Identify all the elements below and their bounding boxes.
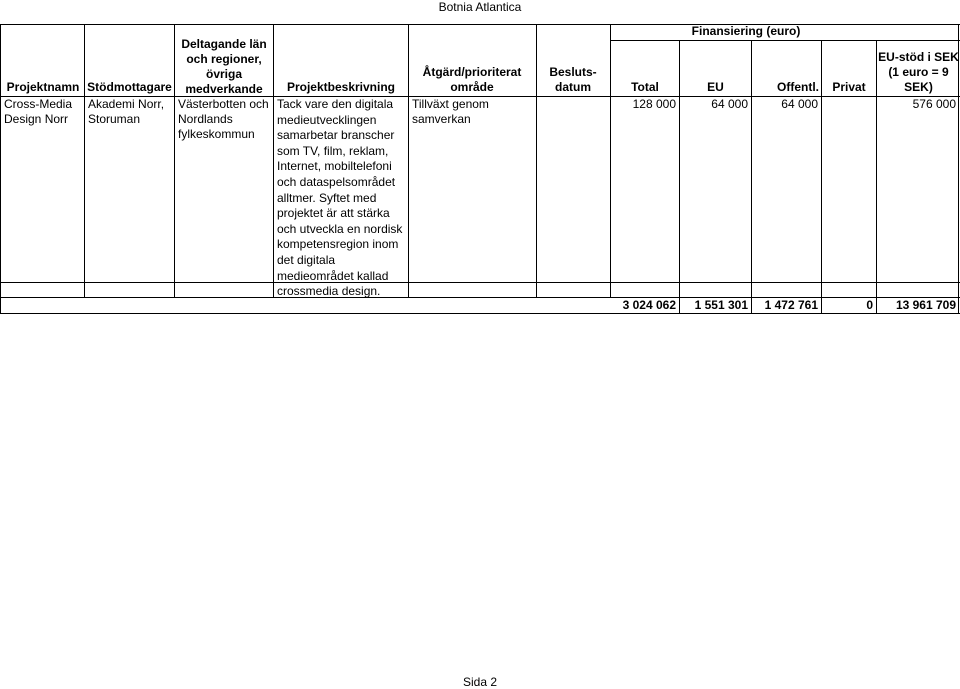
cell-projektnamn: Cross-Media Design Norr bbox=[4, 97, 73, 126]
col-header-deltagande: Deltagande län och regioner, övriga medverkande bbox=[181, 37, 267, 96]
col-border bbox=[610, 24, 611, 298]
page-number: Sida 2 bbox=[462, 675, 498, 689]
totals-bottom-border bbox=[0, 313, 960, 314]
cell-deltagande: Västerbotten och Nordlands fylkeskommun bbox=[178, 97, 269, 141]
cell-atgard: Tillväxt genom samverkan bbox=[412, 97, 489, 126]
cell-eu: 64 000 bbox=[711, 97, 748, 111]
col-header-stodmottagare: Stödmottagare bbox=[87, 80, 172, 94]
col-header-projektnamn: Projektnamn bbox=[6, 80, 80, 94]
col-header-projektbeskrivning: Projektbeskrivning bbox=[286, 80, 396, 94]
cell-stodmottagare: Akademi Norr, Storuman bbox=[88, 97, 165, 126]
total-offentl: 1 472 761 bbox=[764, 298, 818, 312]
col-header-eu: EU bbox=[707, 80, 724, 94]
col-header-eu-stod: EU-stöd i SEK (1 euro = 9 SEK) bbox=[878, 50, 959, 94]
total-total: 3 024 062 bbox=[622, 298, 676, 312]
col-header-finansiering: Finansiering (euro) bbox=[691, 24, 801, 38]
col-border bbox=[174, 24, 175, 298]
col-header-beslutsdatum: Besluts-datum bbox=[549, 65, 597, 94]
col-border bbox=[0, 24, 1, 314]
col-border bbox=[84, 24, 85, 298]
col-header-total: Total bbox=[631, 80, 659, 94]
cell-total: 128 000 bbox=[632, 97, 676, 111]
col-header-atgard: Åtgärd/prioriterat område bbox=[422, 65, 522, 94]
cell-projektbeskrivning: Tack vare den digitala medieutvecklingen samarbetar branscher som TV, film, reklam, Internet, mobiltelefoni och dataspelsområdet alltmer. Syftet med projektet är att stärka och utveckla en nordisk kompetensregion inom det digitala medieområdet kallad crossmedia design. bbox=[277, 97, 403, 299]
col-header-privat: Privat bbox=[832, 80, 866, 94]
col-border bbox=[273, 24, 274, 298]
col-border bbox=[536, 24, 537, 298]
cell-offentl: 64 000 bbox=[781, 97, 818, 111]
cell-eu-stod: 576 000 bbox=[912, 97, 956, 111]
col-header-offentl: Offentl. bbox=[777, 80, 819, 94]
total-eu: 1 551 301 bbox=[694, 298, 748, 312]
finansiering-underline bbox=[610, 40, 960, 41]
row-bottom-border bbox=[0, 282, 960, 283]
page-title: Botnia Atlantica bbox=[438, 0, 522, 14]
total-privat: 0 bbox=[866, 298, 873, 312]
total-eu-stod: 13 961 709 bbox=[895, 298, 956, 312]
